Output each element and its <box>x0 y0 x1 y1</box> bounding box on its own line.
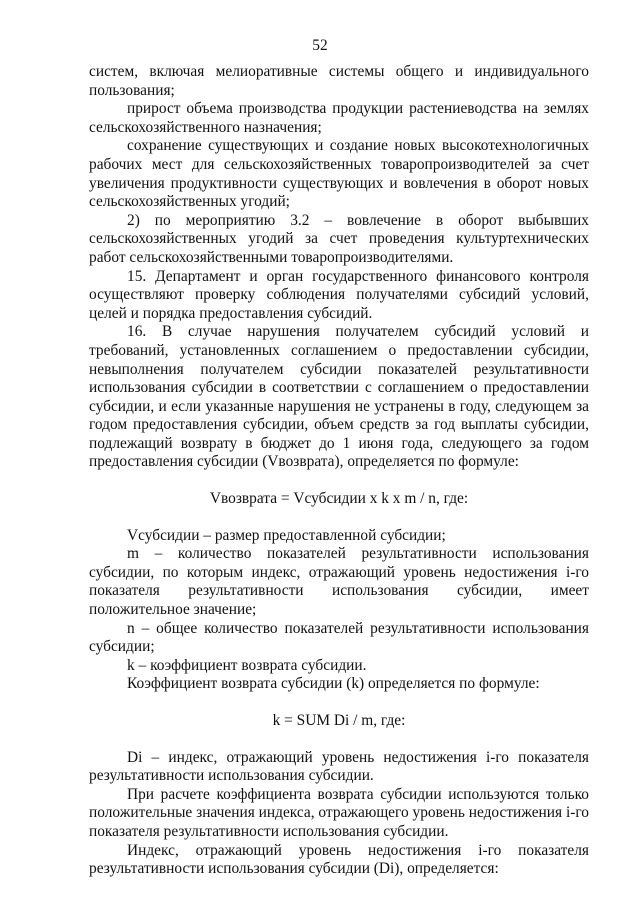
paragraph-16: 16. В случае нарушения получателем субсидий условий и требований, установленных соглашением о предоставлении субсидии, невыполнения получателем субсидии показателей результативности использования субсидии в соответствии с соглашением о предоставлении субсидии, и если указанные нарушения не устранены в году, следующем за годом предоставления субсидии, объем средств за год выплаты субсидии, подлежащий возврату в бюджет до 1 июня года, следующего за годом предоставления субсидии (Vвозврата), определяется по формуле: <box>89 323 589 471</box>
definition-m: m – количество показателей результативности использования субсидии, по которым индекс, отражающий уровень недостижения i-го показателя результативности использования субсидии, имеет положительное значение; <box>89 545 589 619</box>
spacer <box>89 694 589 712</box>
spacer <box>89 731 589 749</box>
formula-k: k = SUM Di / m, где: <box>272 712 406 729</box>
definition-vsubsidy: Vсубсидии – размер предоставленной субсидии; <box>127 526 446 544</box>
definition-n: n – общее количество показателей результативности использования субсидии; <box>89 619 589 656</box>
paragraph-systems: систем, включая мелиоративные системы общего и индивидуального пользования; <box>89 63 589 99</box>
spacer <box>89 472 589 490</box>
paragraph-k-formula-intro: Коэффициент возврата субсидии (k) определяется по формуле: <box>127 675 540 693</box>
paragraph-measure-3-2: 2) по мероприятию 3.2 – вовлечение в оборот выбывших сельскохозяйственных угодий за счет проведения культуртехнических работ сельскохозяйственными товаропроизводителями. <box>89 211 589 266</box>
spacer <box>89 509 589 527</box>
paragraph-positive-values: При расчете коэффициента возврата субсидии используются только положительные значения индекса, отражающего уровень недостижения i-го показателя результативности использования субсидии. <box>89 785 589 840</box>
formula-refund: Vвозврата = Vсубсидии x k x m / n, где: <box>209 490 469 508</box>
page-number: 52 <box>312 37 328 54</box>
paragraph-di-determination: Индекс, отражающий уровень недостижения i-го показателя результативности использования субсидии (Di), определяется: <box>89 841 589 878</box>
paragraph-15: 15. Департамент и орган государственного финансового контроля осуществляют проверку соблюдения получателями субсидий условий, целей и порядка предоставления субсидий. <box>89 267 589 322</box>
document-body <box>89 63 589 879</box>
paragraph-jobs: сохранение существующих и создание новых высокотехнологичных рабочих мест для сельскохозяйственных товаропроизводителей за счет увеличения продуктивности существующих и вовлечения в оборот новых сельскохозяйственных угодий; <box>89 137 589 211</box>
definition-di: Di – индекс, отражающий уровень недостижения i-го показателя результативности использования субсидии. <box>89 748 589 785</box>
paragraph-crop-growth: прирост объема производства продукции растениеводства на землях сельскохозяйственного назначения; <box>89 100 589 136</box>
definition-k: k – коэффициент возврата субсидии. <box>127 656 367 674</box>
